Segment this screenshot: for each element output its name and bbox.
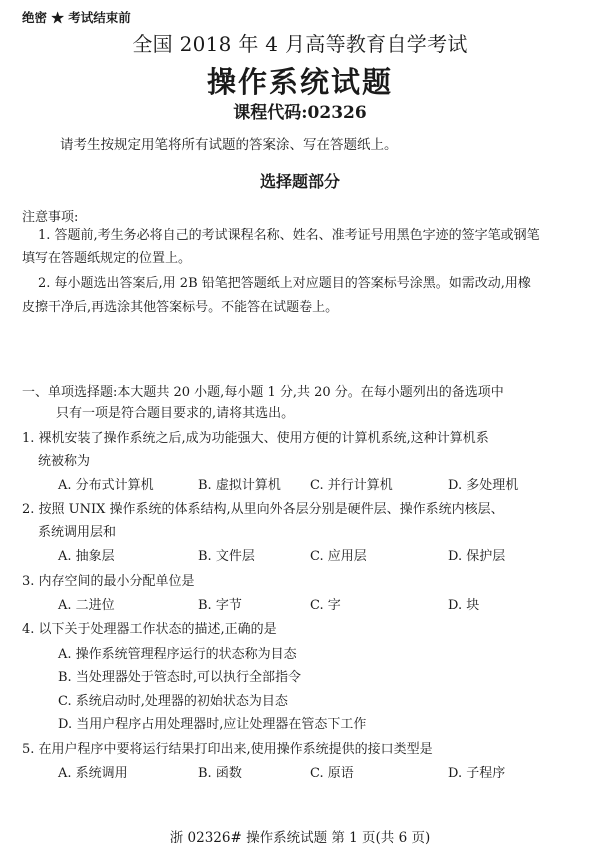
question-1: 1. 裸机安装了操作系统之后,成为功能强大、使用方便的计算机系统,这种计算机系 [22, 431, 489, 446]
q2-option-d: D. 保护层 [448, 549, 506, 564]
q3-option-b: B. 字节 [198, 598, 242, 613]
notes-heading: 注意事项: [22, 210, 79, 225]
note-item-1-cont: 填写在答题纸规定的位置上。 [22, 251, 192, 266]
part-heading: 一、单项选择题:本大题共 20 小题,每小题 1 分,共 20 分。在每小题列出的备选项中 [22, 385, 504, 400]
note-item-2: 2. 每小题选出答案后,用 2B 铅笔把答题纸上对应题目的答案标号涂黑。如需改动,用橡 [38, 276, 531, 291]
question-2-cont: 系统调用层和 [38, 525, 117, 540]
question-4: 4. 以下关于处理器工作状态的描述,正确的是 [22, 622, 277, 637]
q4-option-a: A. 操作系统管理程序运行的状态称为目态 [58, 647, 297, 662]
q4-option-b: B. 当处理器处于管态时,可以执行全部指令 [58, 670, 301, 685]
exam-title: 全国 2018 年 4 月高等教育自学考试 [132, 32, 468, 56]
question-2: 2. 按照 UNIX 操作系统的体系结构,从里向外各层分别是硬件层、操作系统内核层、 [22, 502, 504, 517]
subject-title: 操作系统试题 [206, 65, 393, 99]
q2-option-c: C. 应用层 [310, 549, 367, 564]
q5-option-b: B. 函数 [198, 766, 242, 781]
instruction-text: 请考生按规定用笔将所有试题的答案涂、写在答题纸上。 [60, 137, 398, 153]
q5-option-d: D. 子程序 [448, 766, 506, 781]
q3-option-d: D. 块 [448, 598, 480, 613]
q5-option-a: A. 系统调用 [58, 766, 128, 781]
q4-option-c: C. 系统启动时,处理器的初始状态为目态 [58, 694, 288, 709]
q5-option-c: C. 原语 [310, 766, 354, 781]
q1-option-d: D. 多处理机 [448, 478, 519, 493]
question-3: 3. 内存空间的最小分配单位是 [22, 574, 195, 589]
note-item-1: 1. 答题前,考生务必将自己的考试课程名称、姓名、准考证号用黑色字迹的签字笔或钢笔 [38, 228, 540, 243]
q4-option-d: D. 当用户程序占用处理器时,应让处理器在管态下工作 [58, 717, 367, 732]
q2-option-b: B. 文件层 [198, 549, 255, 564]
q1-option-b: B. 虚拟计算机 [198, 478, 281, 493]
course-code: 课程代码:02326 [233, 103, 367, 123]
q3-option-a: A. 二进位 [58, 598, 115, 613]
question-1-cont: 统被称为 [38, 454, 91, 469]
q1-option-c: C. 并行计算机 [310, 478, 393, 493]
note-item-2-cont: 皮擦干净后,再选涂其他答案标号。不能答在试题卷上。 [22, 300, 339, 315]
q2-option-a: A. 抽象层 [58, 549, 115, 564]
q3-option-c: C. 字 [310, 598, 341, 613]
q1-option-a: A. 分布式计算机 [58, 478, 154, 493]
part-heading-cont: 只有一项是符合题目要求的,请将其选出。 [56, 406, 295, 421]
secret-mark: 绝密 ★ 考试结束前 [22, 10, 131, 25]
question-5: 5. 在用户程序中要将运行结果打印出来,使用操作系统提供的接口类型是 [22, 742, 433, 757]
section-title: 选择题部分 [259, 172, 340, 191]
page-footer: 浙 02326# 操作系统试题 第 1 页(共 6 页) [169, 830, 431, 846]
